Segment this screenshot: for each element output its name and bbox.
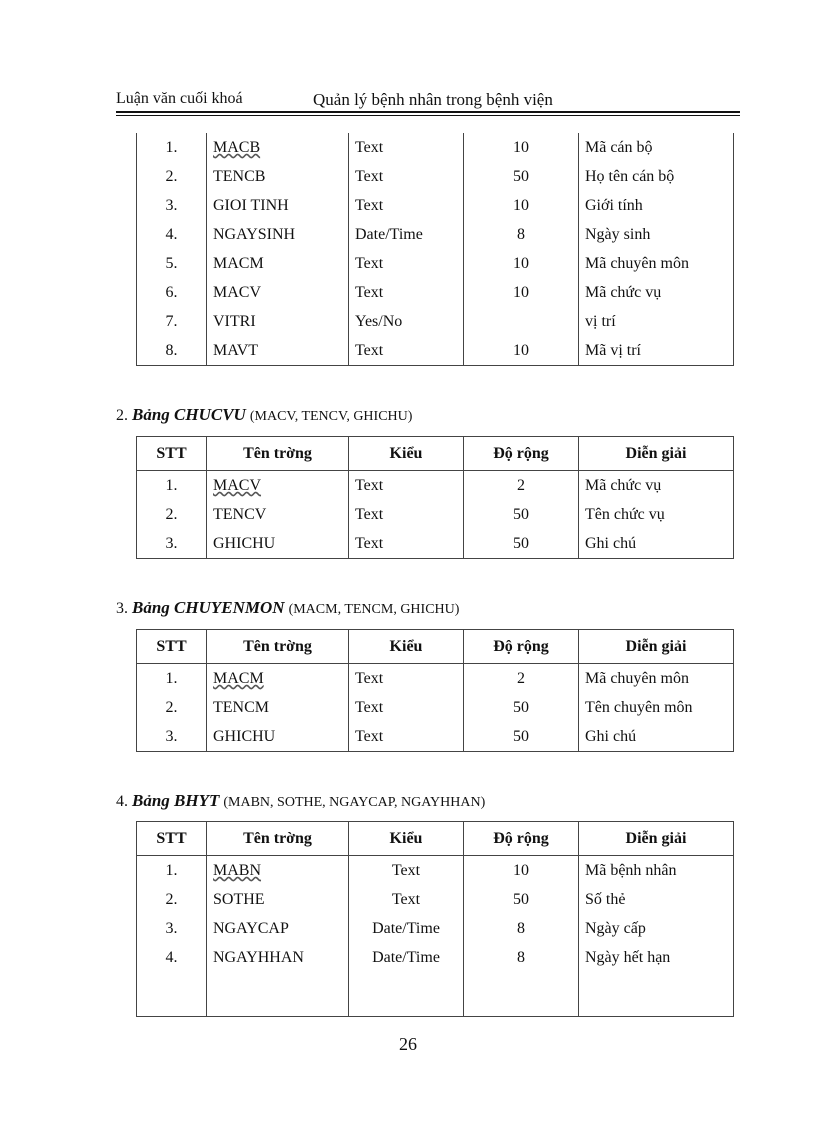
section-number: 4. bbox=[116, 793, 128, 810]
col-header-field: Tên trờng bbox=[207, 437, 349, 471]
cell-width: 8 bbox=[464, 943, 579, 972]
cell-empty bbox=[579, 972, 734, 1017]
col-header-type: Kiểu bbox=[349, 630, 464, 664]
cell-stt: 3. bbox=[137, 914, 207, 943]
col-header-stt: STT bbox=[137, 630, 207, 664]
cell-field bbox=[207, 664, 349, 694]
cell-desc: Ngày hết hạn bbox=[579, 943, 734, 972]
cell-empty bbox=[464, 972, 579, 1017]
cell-type: Date/Time bbox=[349, 220, 464, 249]
cell-width: 50 bbox=[464, 693, 579, 722]
header-thesis-title: Quản lý bệnh nhân trong bệnh viện bbox=[313, 90, 553, 109]
page-header bbox=[116, 88, 740, 110]
cell-desc: Số thẻ bbox=[579, 885, 734, 914]
section-caption-chucvu bbox=[116, 405, 412, 425]
cell-desc: vị trí bbox=[579, 307, 734, 336]
cell-type: Text bbox=[349, 162, 464, 191]
table-row bbox=[137, 471, 734, 501]
cell-type: Text bbox=[349, 471, 464, 501]
cell-stt: 1. bbox=[137, 133, 207, 162]
table-row-empty bbox=[137, 972, 734, 1017]
table-row bbox=[137, 914, 734, 943]
cell-stt: 3. bbox=[137, 529, 207, 559]
primary-key-field: MACM bbox=[213, 670, 264, 687]
cell-width: 10 bbox=[464, 249, 579, 278]
cell-empty bbox=[349, 972, 464, 1017]
cell-width: 2 bbox=[464, 664, 579, 694]
cell-desc: Tên chuyên môn bbox=[579, 693, 734, 722]
cell-type: Text bbox=[349, 529, 464, 559]
cell-stt: 5. bbox=[137, 249, 207, 278]
cell-stt: 2. bbox=[137, 693, 207, 722]
cell-desc: Ghi chú bbox=[579, 529, 734, 559]
cell-width: 10 bbox=[464, 278, 579, 307]
table-row bbox=[137, 885, 734, 914]
header-rule-thin bbox=[116, 115, 740, 116]
col-header-width: Độ rộng bbox=[464, 630, 579, 664]
cell-type: Text bbox=[349, 885, 464, 914]
cell-stt: 3. bbox=[137, 191, 207, 220]
section-title: Bảng BHYT bbox=[132, 791, 220, 810]
cell-type: Text bbox=[349, 133, 464, 162]
cell-desc: Mã vị trí bbox=[579, 336, 734, 366]
cell-stt: 2. bbox=[137, 885, 207, 914]
table-row bbox=[137, 278, 734, 307]
section-number: 3. bbox=[116, 600, 128, 617]
cell-type: Text bbox=[349, 664, 464, 694]
cell-empty bbox=[137, 972, 207, 1017]
page-number: 26 bbox=[399, 1034, 417, 1054]
table-row bbox=[137, 943, 734, 972]
col-header-field: Tên trờng bbox=[207, 822, 349, 856]
primary-key-field: MACB bbox=[213, 139, 261, 156]
table-row bbox=[137, 162, 734, 191]
cell-field: NGAYHHAN bbox=[207, 943, 349, 972]
section-caption-chuyenmon bbox=[116, 598, 459, 618]
section-fields: (MACM, TENCM, GHICHU) bbox=[288, 602, 460, 617]
col-header-width: Độ rộng bbox=[464, 437, 579, 471]
section-title: Bảng CHUYENMON bbox=[132, 598, 285, 617]
cell-width bbox=[464, 307, 579, 336]
cell-field bbox=[207, 856, 349, 886]
cell-desc: Giới tính bbox=[579, 191, 734, 220]
cell-stt: 2. bbox=[137, 500, 207, 529]
cell-stt: 4. bbox=[137, 220, 207, 249]
cell-desc: Ghi chú bbox=[579, 722, 734, 752]
table-row bbox=[137, 529, 734, 559]
cell-stt: 8. bbox=[137, 336, 207, 366]
cell-desc: Mã chức vụ bbox=[579, 278, 734, 307]
section-number: 2. bbox=[116, 407, 128, 424]
cell-stt: 2. bbox=[137, 162, 207, 191]
cell-desc: Họ tên cán bộ bbox=[579, 162, 734, 191]
cell-width: 50 bbox=[464, 722, 579, 752]
table-chuyenmon bbox=[136, 629, 734, 752]
cell-type: Text bbox=[349, 722, 464, 752]
col-header-desc: Diễn giải bbox=[579, 630, 734, 664]
col-header-stt: STT bbox=[137, 822, 207, 856]
section-title: Bảng CHUCVU bbox=[132, 405, 246, 424]
cell-width: 10 bbox=[464, 336, 579, 366]
table-row bbox=[137, 722, 734, 752]
cell-desc: Mã cán bộ bbox=[579, 133, 734, 162]
cell-desc: Mã bệnh nhân bbox=[579, 856, 734, 886]
cell-width: 50 bbox=[464, 162, 579, 191]
cell-stt: 3. bbox=[137, 722, 207, 752]
primary-key-field: MACV bbox=[213, 477, 262, 494]
table-row bbox=[137, 220, 734, 249]
cell-width: 2 bbox=[464, 471, 579, 501]
cell-field bbox=[207, 471, 349, 501]
cell-field: VITRI bbox=[207, 307, 349, 336]
cell-field: TENCM bbox=[207, 693, 349, 722]
col-header-stt: STT bbox=[137, 437, 207, 471]
section-caption-bhyt bbox=[116, 791, 485, 811]
cell-width: 50 bbox=[464, 885, 579, 914]
cell-type: Text bbox=[349, 249, 464, 278]
cell-width: 50 bbox=[464, 529, 579, 559]
table-row bbox=[137, 693, 734, 722]
cell-desc: Ngày sinh bbox=[579, 220, 734, 249]
cell-width: 8 bbox=[464, 220, 579, 249]
cell-type: Yes/No bbox=[349, 307, 464, 336]
cell-field: GHICHU bbox=[207, 529, 349, 559]
cell-desc: Mã chức vụ bbox=[579, 471, 734, 501]
cell-desc: Mã chuyên môn bbox=[579, 664, 734, 694]
section-fields: (MABN, SOTHE, NGAYCAP, NGAYHHAN) bbox=[223, 795, 486, 810]
cell-type: Text bbox=[349, 336, 464, 366]
cell-field: SOTHE bbox=[207, 885, 349, 914]
cell-field: MACM bbox=[207, 249, 349, 278]
cell-desc: Mã chuyên môn bbox=[579, 249, 734, 278]
table-row bbox=[137, 664, 734, 694]
col-header-desc: Diễn giải bbox=[579, 437, 734, 471]
cell-type: Date/Time bbox=[349, 943, 464, 972]
col-header-width: Độ rộng bbox=[464, 822, 579, 856]
cell-type: Text bbox=[349, 500, 464, 529]
cell-stt: 6. bbox=[137, 278, 207, 307]
table-header-row bbox=[137, 437, 734, 471]
col-header-field: Tên trờng bbox=[207, 630, 349, 664]
cell-desc: Tên chức vụ bbox=[579, 500, 734, 529]
header-rule-thick bbox=[116, 111, 740, 113]
cell-field: GIOI TINH bbox=[207, 191, 349, 220]
table-row bbox=[137, 249, 734, 278]
table-row bbox=[137, 500, 734, 529]
table-row bbox=[137, 856, 734, 886]
table-header-row bbox=[137, 630, 734, 664]
col-header-type: Kiểu bbox=[349, 437, 464, 471]
section-fields: (MACV, TENCV, GHICHU) bbox=[249, 409, 413, 424]
table-row bbox=[137, 133, 734, 162]
cell-width: 10 bbox=[464, 856, 579, 886]
cell-field: MAVT bbox=[207, 336, 349, 366]
cell-width: 10 bbox=[464, 133, 579, 162]
cell-type: Text bbox=[349, 191, 464, 220]
cell-type: Text bbox=[349, 278, 464, 307]
cell-type: Text bbox=[349, 693, 464, 722]
primary-key-field: MABN bbox=[213, 862, 262, 879]
cell-field: NGAYCAP bbox=[207, 914, 349, 943]
col-header-type: Kiểu bbox=[349, 822, 464, 856]
cell-field: TENCB bbox=[207, 162, 349, 191]
cell-stt: 1. bbox=[137, 471, 207, 501]
cell-type: Date/Time bbox=[349, 914, 464, 943]
col-header-desc: Diễn giải bbox=[579, 822, 734, 856]
cell-field: MACV bbox=[207, 278, 349, 307]
table-header-row bbox=[137, 822, 734, 856]
cell-field: GHICHU bbox=[207, 722, 349, 752]
cell-width: 50 bbox=[464, 500, 579, 529]
cell-desc: Ngày cấp bbox=[579, 914, 734, 943]
table-chucvu bbox=[136, 436, 734, 559]
cell-field bbox=[207, 133, 349, 162]
table-bhyt bbox=[136, 821, 734, 1017]
cell-field: TENCV bbox=[207, 500, 349, 529]
table-row bbox=[137, 191, 734, 220]
table-row bbox=[137, 307, 734, 336]
cell-stt: 4. bbox=[137, 943, 207, 972]
cell-width: 10 bbox=[464, 191, 579, 220]
cell-empty bbox=[207, 972, 349, 1017]
cell-width: 8 bbox=[464, 914, 579, 943]
cell-stt: 1. bbox=[137, 664, 207, 694]
table-canbo-continued bbox=[136, 133, 734, 366]
table-row bbox=[137, 336, 734, 366]
cell-stt: 7. bbox=[137, 307, 207, 336]
cell-field: NGAYSINH bbox=[207, 220, 349, 249]
cell-stt: 1. bbox=[137, 856, 207, 886]
cell-type: Text bbox=[349, 856, 464, 886]
header-thesis-label: Luận văn cuối khoá bbox=[116, 90, 243, 107]
